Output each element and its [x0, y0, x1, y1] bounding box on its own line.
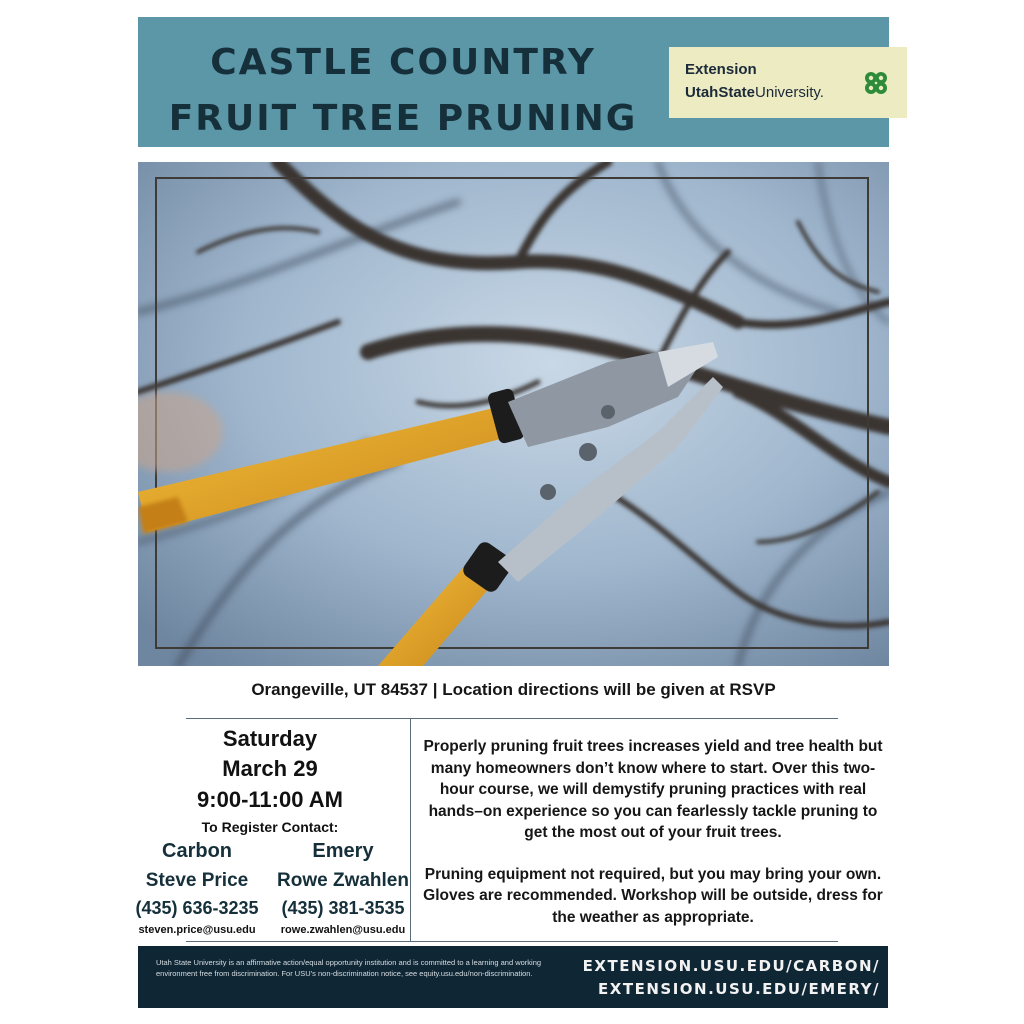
title-line-1: CASTLE COUNTRY [210, 42, 596, 83]
description-paragraph-2: Pruning equipment not required, but you may bring your own. Gloves are recommended. Workshop will be outside, dress for the weather as appropriate. [423, 865, 883, 926]
footer-bar [138, 946, 888, 1008]
url-carbon-link[interactable]: EXTENSION.USU.EDU/CARBON/ [582, 957, 880, 975]
event-time: 9:00-11:00 AM [197, 787, 343, 812]
logo-university-text [685, 84, 824, 101]
logo-extension-text: Extension [685, 61, 757, 78]
logo-usu-regular: University. [755, 84, 824, 101]
description-paragraph-1: Properly pruning fruit trees increases yield and tree health but many homeowners don’t know where to start. Over this two-hour course, we will demystify pruning practices with real hands–on experience so you can fearlessly tackle pruning to get the most out of your fruit trees. [423, 738, 883, 841]
event-day: Saturday [222, 726, 318, 751]
contact-email-carbon[interactable]: steven.price@usu.edu [138, 924, 256, 936]
contact-county-carbon: Carbon [162, 840, 232, 862]
divider-top [186, 718, 838, 719]
four-leaf-clover-icon [862, 69, 890, 97]
usu-extension-logo [669, 47, 907, 118]
page-title [138, 35, 668, 147]
title-line-2: FRUIT TREE PRUNING [168, 98, 638, 139]
url-emery-link[interactable]: EXTENSION.USU.EDU/EMERY/ [598, 980, 880, 998]
footer-links [583, 955, 880, 1001]
register-label: To Register Contact: [201, 819, 339, 835]
pruning-photo [138, 162, 889, 666]
contact-name-carbon: Steve Price [145, 870, 249, 891]
event-date: March 29 [222, 756, 318, 781]
contact-email-emery[interactable]: rowe.zwahlen@usu.edu [280, 924, 406, 936]
contact-name-emery: Rowe Zwahlen [277, 870, 409, 891]
course-description [416, 736, 890, 928]
logo-usu-bold: UtahState [685, 84, 756, 101]
contact-county-emery: Emery [312, 840, 374, 862]
divider-bottom [186, 941, 838, 942]
contact-phone-emery[interactable]: (435) 381-3535 [281, 898, 405, 918]
contact-phone-carbon[interactable]: (435) 636-3235 [135, 898, 259, 918]
nondiscrimination-notice: Utah State University is an affirmative action/equal opportunity institution and is committed to a learning and working environment free from discrimination. For USU’s non-discrimination notice, see equity.usu.edu/non-discrimination. [156, 958, 542, 978]
lopper-pruning-branch-photo [138, 162, 889, 666]
location-text: Orangeville, UT 84537 | Location directions will be given at RSVP [251, 680, 776, 699]
